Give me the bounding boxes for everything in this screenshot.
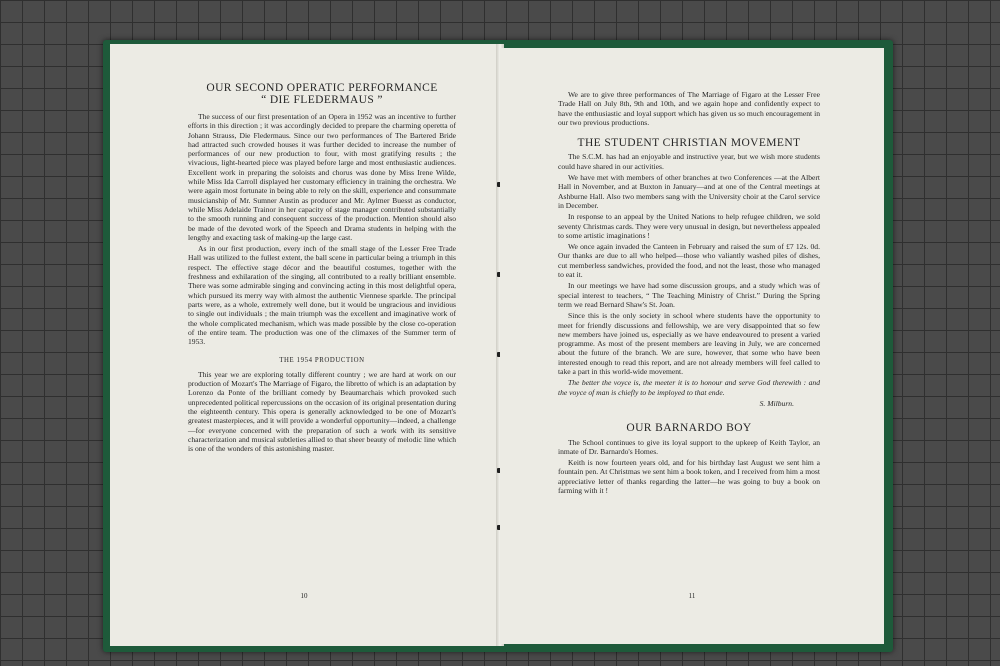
paragraph: Keith is now fourteen years old, and for his birthday last August we sent him a fountain pen. At Christmas we sent him a book token, and I received from him a most appreciative letter of thanks regarding the latter—he was going to buy a book on farming with it ! [558,458,820,495]
left-page [110,44,498,646]
paragraph: We are to give three performances of The Marriage of Figaro at the Lesser Free Trade Hall on July 8th, 9th and 10th, and we again hope and confidently expect to have the enthusiastic and loyal support which has given us so much encouragement in our two previous productions. [558,90,820,127]
paragraph: Since this is the only society in school where students have the opportunity to meet for friendly discussions and fellowship, we are very disappointed that so few new members have joined us, especially as we have endeavoured to present a varied programme. As most of the present members are leaving in July, we are concerned about the future of the branch. We are sure, however, that some who have been interested enough to read this report, and are not already members will feel called to take a part in this world-wide movement. [558,311,820,377]
page-subtitle: “ DIE FLEDERMAUS ” [261,94,383,106]
paragraph: This year we are exploring totally different country ; we are hard at work on our production of Mozart's The Marriage of Figaro, the libretto of which is an adaptation by Lorenzo da Ponte of the brilliant comedy by Beaumarchais which provoked such unprecedented political repercussions on the occasion of its original presentation during the eighteenth century. This opera is generally acknowledged to be one of Mozart's greatest masterpieces, and it will provide a wonderful opportunity—indeed, a challenge—for everyone concerned with the preparation of such a work with its sensitive characterization and musical subtleties allied to that sheer beauty of melodic line which is one of the wonders of this astonishing master. [188,369,456,454]
closing-quote: The better the voyce is, the meeter it is to honour and serve God therewith : and the voyce of man is chiefly to be imployed to that ende. [558,378,820,397]
paragraph: In response to an appeal by the United Nations to help refugee children, we sold seventy Christmas cards. They were very unusual in design, but nevertheless appealed to some artistic imaginations ! [558,212,820,240]
signature: S. Milburn. [759,398,794,408]
page-number: 11 [688,592,696,600]
paragraph: We once again invaded the Canteen in February and raised the sum of £7 12s. 0d. Our thanks are due to all who helped—those who valiantly washed piles of dishes, cut memberless sandwiches, provided the food, and not the least, those who managed to eat it. [558,242,820,280]
page-number: 10 [300,592,308,600]
paragraph: As in our first production, every inch of the small stage of the Lesser Free Trade Hall was utilized to the fullest extent, the ball scene in particular being a triumph in this respect. The effective stage décor and the beautiful costumes, together with the freshness and exhilaration of the singing, all contributed to a really brilliant ensemble. There was some admirable singing and convincing acting in this most delightful opera, which pursued its merry way with almost the authentic Viennese sparkle. The principal parts were, as a whole, extremely well done, but it would be ungracious and invidious to single out individuals ; the main triumph was the excellent and imaginative work of the whole complicated mechanism, which was made possible by the close co-operation of the entire team. The production was one of the climaxes of the Summer term of 1953. [188,244,456,347]
section-heading: THE 1954 PRODUCTION [279,357,365,365]
page-title: OUR SECOND OPERATIC PERFORMANCE [206,82,438,94]
right-page [500,48,884,644]
paragraph: We have met with members of other branches at two Conferences —at the Albert Hall in November, and at Buxton in January—and at one of the Central meetings at Ashburne Hall. Also two members sang with the University choir at the Carol service in December. [558,173,820,210]
paragraph: The success of our first presentation of an Opera in 1952 was an incentive to further efforts in this direction ; it was accordingly decided to prepare the charming operetta of Johann Strauss, Die Fledermaus. Since our two performances of The Bartered Bride had attracted such crowded houses it was further decided to increase the number of performances of our new production to four, with most gratifying results ; the vivacious, light-hearted piece was played before large and most enthusiastic audiences. Excellent work in preparing the soloists and chorus was done by Miss Irene Wilde, while Miss Ida Carroll displayed her customary efficiency in training the orchestra. We were again most fortunate in being able to rely on the skill, experience and consummate musicianship of Mr. Sumner Austin as producer and Mr. Aylmer Buesst as conductor, while Miss Adelaide Trainor in her capacity of stage manager contributed substantially to the smooth running and consequent success of the production. Mention should also be made of the devoted work of the Speech and Drama students in helping with the lengthy and exacting task of making-up the large cast. [188,112,456,242]
paragraph: The S.C.M. has had an enjoyable and instructive year, but we wish more students could have shared in our activities. [558,152,820,171]
paragraph: The School continues to give its loyal support to the upkeep of Keith Taylor, an inmate of Dr. Barnardo's Homes. [558,437,820,456]
section-title-barnardo: OUR BARNARDO BOY [626,422,752,435]
section-title-scm: THE STUDENT CHRISTIAN MOVEMENT [577,137,801,150]
paragraph: In our meetings we have had some discussion groups, and a study which was of special interest to teachers, “ The Teaching Ministry of Christ.” During the Spring term we read Bernard Shaw's St. Joan. [558,281,820,309]
